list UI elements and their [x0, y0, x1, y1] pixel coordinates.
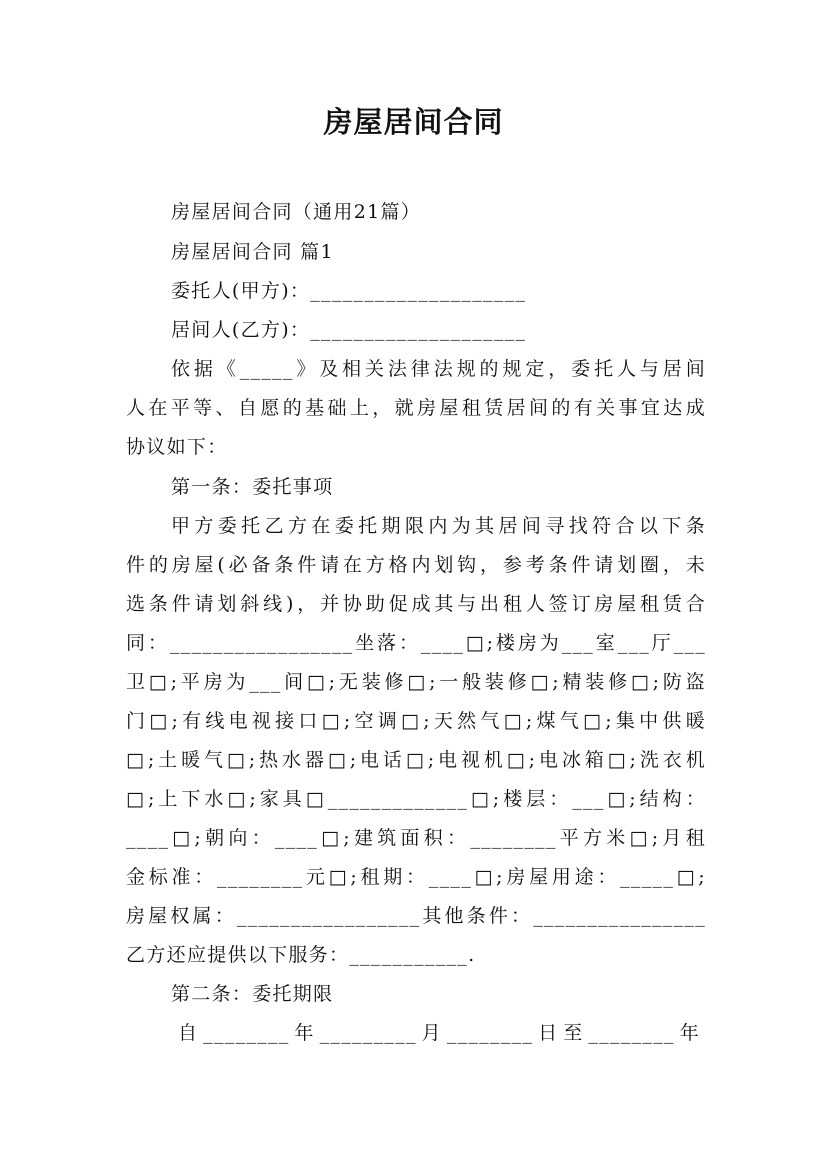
- paragraph-line: 乙方还应提供以下服务：___________.: [126, 944, 476, 966]
- paragraph-line: 甲方委托乙方在委托期限内为其居间寻找符合以下条: [171, 515, 706, 537]
- paragraph-line: □;上下水□;家具□_____________□;楼层：___□;结构：: [126, 788, 706, 810]
- article-heading: 第一条：委托事项: [171, 476, 334, 498]
- section-heading: 房屋居间合同 篇1: [171, 241, 334, 263]
- paragraph-line: 门□;有线电视接口□;空调□;天然气□;煤气□;集中供暖: [126, 710, 706, 732]
- paragraph-line: 金标准：________元□;租期：____□;房屋用途：_____□;: [126, 866, 706, 888]
- paragraph-line: 协议如下：: [126, 436, 228, 458]
- paragraph-line: 房屋权属：_________________其他条件：________________: [126, 905, 706, 927]
- paragraph-line: 自________年_________月________日至________年: [178, 1022, 700, 1044]
- party-a-line: 委托人(甲方)：____________________: [171, 280, 527, 302]
- article-heading: 第二条：委托期限: [171, 983, 334, 1005]
- paragraph-line: 同：_________________坐落：____□;楼房为___室___厅___: [126, 632, 706, 654]
- paragraph-line: 件的房屋(必备条件请在方格内划钩，参考条件请划圈，未: [126, 554, 706, 576]
- paragraph-line: 人在平等、自愿的基础上，就房屋租赁居间的有关事宜达成: [126, 397, 706, 419]
- paragraph-line: 依据《_____》及相关法律法规的规定，委托人与居间: [171, 358, 706, 380]
- subtitle: 房屋居间合同（通用21篇）: [171, 201, 422, 223]
- paragraph-line: 卫□;平房为___间□;无装修□;一般装修□;精装修□;防盗: [126, 671, 706, 693]
- party-b-line: 居间人(乙方)：____________________: [171, 319, 527, 341]
- paragraph-line: □;土暖气□;热水器□;电话□;电视机□;电冰箱□;洗衣机: [126, 749, 706, 771]
- document-title: 房屋居间合同: [323, 105, 504, 139]
- paragraph-line: ____□;朝向：____□;建筑面积：________平方米□;月租: [126, 827, 706, 849]
- paragraph-line: 选条件请划斜线)，并协助促成其与出租人签订房屋租赁合: [126, 593, 706, 615]
